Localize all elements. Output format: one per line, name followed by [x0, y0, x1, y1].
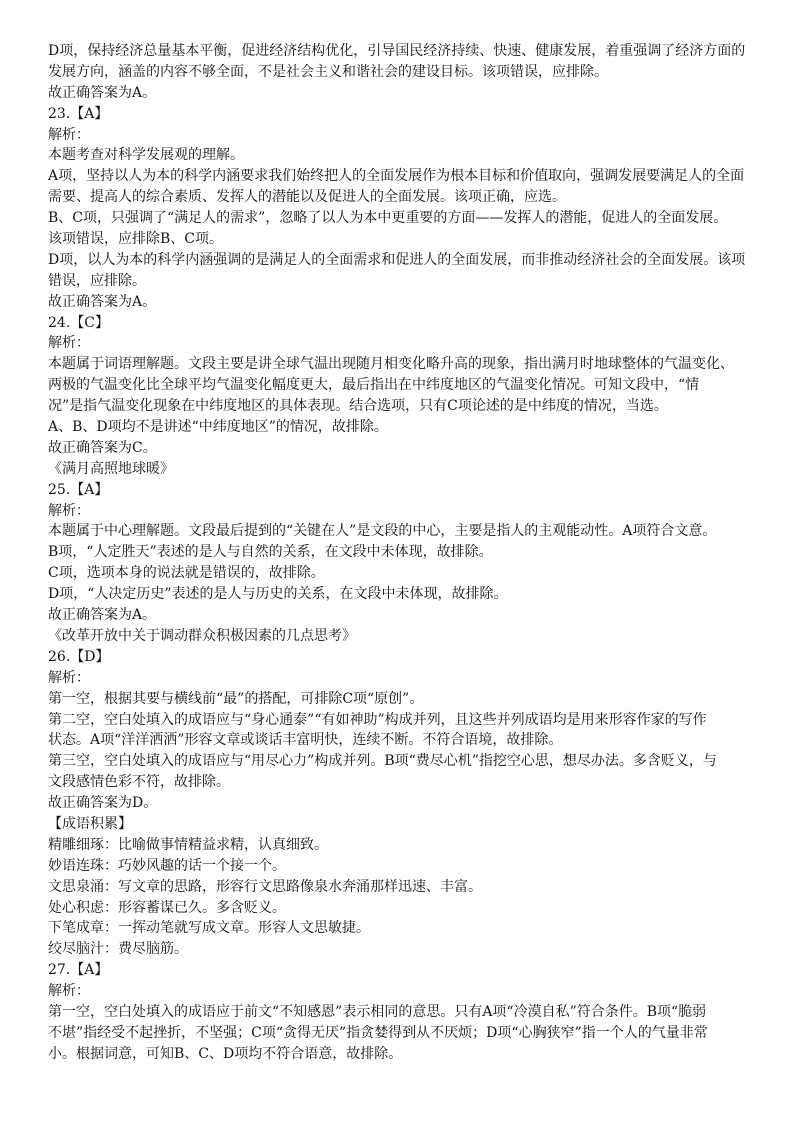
text-line: 《满月高照地球暖》 [48, 460, 174, 477]
text-line: 解析： [48, 983, 90, 1000]
text-line: 第三空，空白处填入的成语应与“用尽心力”构成并列。B项“费尽心机”指挖空心思，想尽办法。多含贬义，与 [48, 753, 717, 770]
text-line: 故正确答案为C。 [48, 439, 157, 456]
text-line: 25.【A】 [48, 481, 109, 498]
text-line: 文段感情色彩不符，故排除。 [48, 774, 230, 791]
text-line: D项，保持经济总量基本平衡，促进经济结构优化，引导国民经济持续、快速、健康发展，着重强调了经济方面的 [48, 43, 746, 59]
text-line: 两极的气温变化比全球平均气温变化幅度更大，最后指出在中纬度地区的气温变化情况。可知文段中，“情 [48, 377, 700, 394]
text-line: 本题属于中心理解题。文段最后提到的“关键在人”是文段的中心，主要是指人的主观能动性。A项符合文意。 [48, 523, 717, 540]
text-line: 妙语连珠：巧妙风趣的话一个接一个。 [48, 857, 286, 874]
text-line: 第一空，根据其要与横线前“最”的搭配，可排除C项“原创”。 [48, 690, 424, 707]
text-line: 解析： [48, 335, 90, 352]
text-line: 况”是指气温变化现象在中纬度地区的具体表现。结合选项，只有C项论述的是中纬度的情况，当选。 [48, 398, 668, 415]
text-line: 精雕细琢：比喻做事情精益求精，认真细致。 [48, 836, 328, 853]
text-line: 不堪”指经受不起挫折，不坚强；C项“贪得无厌”指贪婪得到从不厌烦；D项“心胸狭窄”指一个人的气量非常 [48, 1024, 708, 1041]
text-line: 26.【D】 [48, 648, 110, 665]
text-line: B项，“人定胜天”表述的是人与自然的关系，在文段中未体现，故排除。 [48, 544, 493, 561]
text-line: 下笔成章：一挥动笔就写成文章。形容人文思敏捷。 [48, 920, 370, 937]
text-line: 故正确答案为D。 [48, 795, 158, 812]
text-line: 27.【A】 [48, 962, 109, 979]
text-line: 该项错误，应排除B、C项。 [48, 231, 223, 248]
text-line: 解析： [48, 126, 90, 143]
text-line: 文思泉涌：写文章的思路，形容行文思路像泉水奔涌那样迅速、丰富。 [48, 878, 482, 895]
text-line: A项，坚持以人为本的科学内涵要求我们始终把人的全面发展作为根本目标和价值取向，强调发展要满足人的全面 [48, 168, 745, 185]
text-line: 绞尽脑汁：费尽脑筋。 [48, 941, 188, 958]
text-line: 处心积虑：形容蓄谋已久。多含贬义。 [48, 899, 286, 916]
text-line: 本题属于词语理解题。文段主要是讲全球气温出现随月相变化略升高的现象，指出满月时地球整体的气温变化、 [48, 356, 734, 373]
text-line: 第一空，空白处填入的成语应于前文“不知感恩”表示相同的意思。只有A项“冷漠自私”符合条件。B项“脆弱 [48, 1003, 707, 1020]
text-line: 故正确答案为A。 [48, 607, 157, 624]
text-line: 需要、提高人的综合素质、发挥人的潜能以及促进人的全面发展。该项正确，应选。 [48, 189, 566, 206]
text-line: 状态。A项“洋洋洒洒”形容文章或谈话丰富明快，连续不断。不符合语境，故排除。 [48, 732, 563, 749]
document-page [48, 41, 760, 1065]
text-line: 发展方向，涵盖的内容不够全面，不是社会主义和谐社会的建设目标。该项错误，应排除。 [48, 63, 608, 80]
text-line: 本题考查对科学发展观的理解。 [48, 147, 244, 164]
text-line: 解析： [48, 502, 90, 519]
text-line: B、C项，只强调了“满足人的需求”，忽略了以人为本中更重要的方面——发挥人的潜能，促进人的全面发展。 [48, 210, 728, 227]
text-line: 【成语积累】 [48, 815, 132, 832]
text-line: A、B、D项均不是讲述“中纬度地区”的情况，故排除。 [48, 419, 388, 436]
text-line: 24.【C】 [48, 314, 109, 331]
text-line: D项，“人决定历史”表述的是人与历史的关系，在文段中未体现，故排除。 [48, 586, 508, 603]
text-line: 解析： [48, 669, 90, 686]
text-line: 23.【A】 [48, 105, 109, 122]
text-line: 故正确答案为A。 [48, 84, 157, 101]
text-line: C项，选项本身的说法就是错误的，故排除。 [48, 565, 325, 582]
text-line: 《改革开放中关于调动群众积极因素的几点思考》 [48, 627, 356, 644]
text-line: 错误，应排除。 [48, 272, 146, 289]
text-line: 故正确答案为A。 [48, 293, 157, 310]
text-line: 第二空，空白处填入的成语应与“身心通泰”“有如神助”构成并列，且这些并列成语均是用来形容作家的写作 [48, 711, 707, 728]
text-line: D项，以人为本的科学内涵强调的是满足人的全面需求和促进人的全面发展，而非推动经济社会的全面发展。该项 [48, 251, 746, 268]
text-line: 小。根据词意，可知B、C、D项均不符合语意，故排除。 [48, 1045, 403, 1062]
